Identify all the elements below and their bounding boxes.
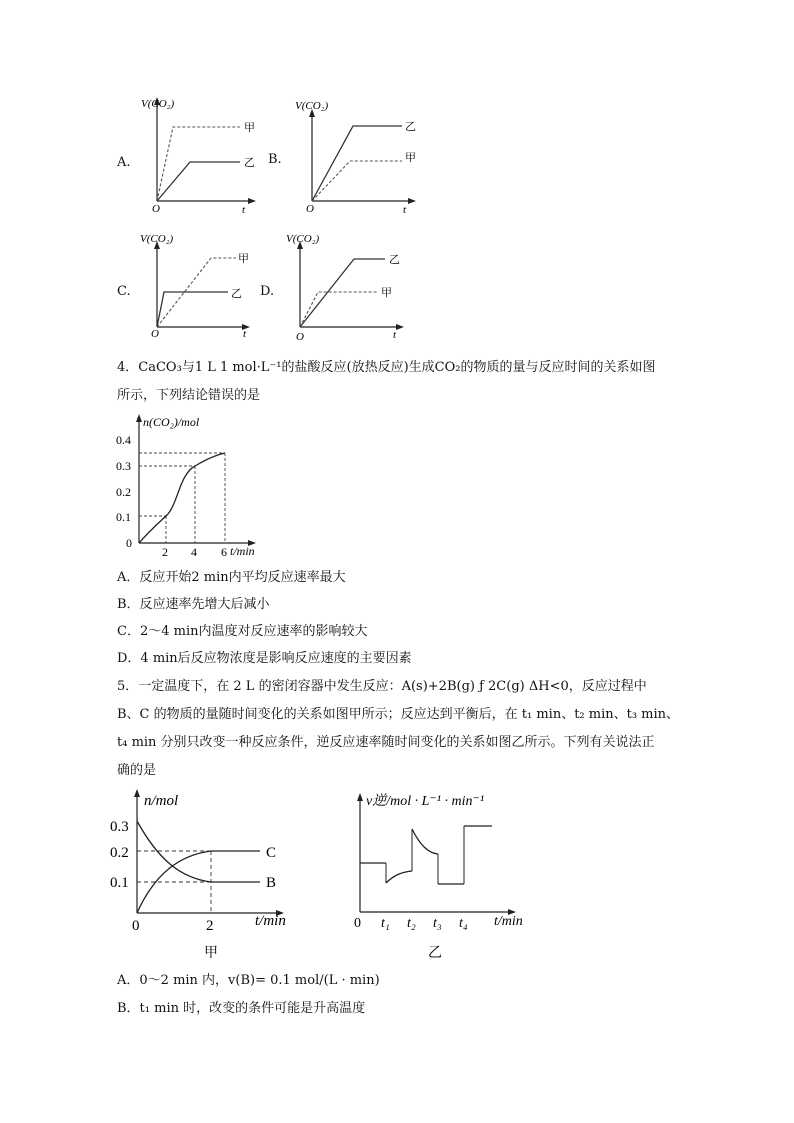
q5-yi-x-tick: t₃ [433, 916, 442, 931]
q5-yi-x-tick: t₄ [459, 916, 468, 931]
option-b-letter: B. [268, 152, 282, 167]
q4-x-tick: 6 [221, 545, 227, 559]
q4-y-tick: 0.1 [116, 510, 131, 524]
graph-option-b [295, 95, 425, 220]
option-a-letter: A. [117, 155, 131, 170]
q5-jia-curve-c: C [266, 845, 277, 861]
q5-jia-y-tick: 0.3 [110, 819, 129, 835]
q5-jia-x-tick: 2 [206, 918, 214, 934]
axis-origin: O [306, 203, 314, 215]
axis-y-label: V(CO₂) [286, 233, 320, 245]
option-c-letter: C. [117, 284, 131, 299]
curve-label-jia: 甲 [244, 122, 255, 134]
q5-yi-x-label: t/min [494, 914, 523, 929]
axis-y-label: V(CO₂) [140, 233, 174, 245]
q4-x-label: t/min [230, 544, 255, 558]
q5-yi-y-label: v逆/mol · L⁻¹ · min⁻¹ [366, 794, 485, 809]
q4-x-tick: 4 [191, 545, 197, 559]
axis-origin: O [152, 203, 160, 215]
curve-label-yi: 乙 [405, 121, 416, 133]
graph-option-c [140, 225, 260, 345]
axis-x-label: t [403, 204, 407, 216]
q4-option-b: B．反应速率先增大后减小 [117, 597, 270, 612]
q5-option-b: B．t₁ min 时，改变的条件可能是升高温度 [117, 1001, 366, 1016]
axis-y-label: V(CO₂) [295, 100, 329, 112]
q5-option-a: A．0～2 min 内，v(B)= 0.1 mol/(L · min) [117, 973, 380, 988]
option-d-letter: D. [260, 284, 275, 299]
curve-label-jia: 甲 [238, 253, 249, 265]
q4-option-c: C．2～4 min内温度对反应速率的影响较大 [117, 624, 368, 639]
q5-stem-line4: 确的是 [117, 763, 157, 778]
curve-label-yi: 乙 [244, 157, 255, 169]
curve-label-jia: 甲 [405, 152, 416, 164]
q4-x-tick: 2 [162, 545, 168, 559]
q4-option-d: D．4 min后反应物浓度是影响反应速度的主要因素 [117, 651, 412, 666]
q4-origin: 0 [126, 536, 132, 550]
q5-graph-jia [110, 785, 310, 965]
axis-origin: O [151, 328, 159, 340]
axis-x-label: t [242, 204, 246, 216]
q4-stem-line2: 所示，下列结论错误的是 [117, 388, 261, 403]
q5-yi-origin: 0 [354, 916, 361, 931]
curve-label-yi: 乙 [231, 288, 242, 300]
q4-y-tick: 0.3 [116, 459, 131, 473]
graph-option-a [140, 95, 265, 220]
q5-graph-yi [340, 785, 560, 965]
axis-y-label: V(CO₂) [141, 98, 175, 110]
q5-jia-y-label: n/mol [144, 793, 179, 809]
q5-stem-line3: t₄ min 分别只改变一种反应条件，逆反应速率随时间变化的关系如图乙所示。下列有关说法正 [117, 735, 655, 750]
q5-jia-caption: 甲 [204, 946, 218, 961]
q5-yi-x-tick: t₂ [407, 916, 416, 931]
q5-yi-x-tick: t₁ [381, 916, 390, 931]
axis-x-label: t [243, 328, 247, 340]
q4-graph [112, 410, 272, 560]
q4-option-a: A．反应开始2 min内平均反应速率最大 [117, 570, 346, 585]
q5-jia-origin: 0 [132, 918, 140, 934]
q5-jia-y-tick: 0.1 [110, 875, 129, 891]
q5-jia-curve-b: B [266, 875, 277, 891]
q4-y-tick: 0.4 [116, 433, 131, 447]
q4-y-label: n(CO₂)/mol [143, 415, 200, 429]
q5-jia-x-label: t/min [255, 913, 286, 929]
q5-jia-y-tick: 0.2 [110, 845, 129, 861]
q4-y-tick: 0.2 [116, 485, 131, 499]
q5-stem-line2: B、C 的物质的量随时间变化的关系如图甲所示；反应达到平衡后，在 t₁ min、t₂ min、t₃ min、 [117, 707, 680, 722]
q4-stem-line1: 4．CaCO₃与1 L 1 mol·L⁻¹的盐酸反应(放热反应)生成CO₂的物质的量与反应时间的关系如图 [117, 360, 656, 375]
axis-x-label: t [393, 329, 397, 341]
q5-yi-caption: 乙 [428, 946, 442, 961]
q5-stem-line1: 5．一定温度下，在 2 L 的密闭容器中发生反应：A(s)+2B(g) ƒ 2C(g) ΔH<0，反应过程中 [117, 679, 647, 694]
graph-option-d [283, 225, 418, 350]
curve-label-jia: 甲 [381, 287, 392, 299]
axis-origin: O [296, 331, 304, 343]
curve-label-yi: 乙 [389, 254, 400, 266]
